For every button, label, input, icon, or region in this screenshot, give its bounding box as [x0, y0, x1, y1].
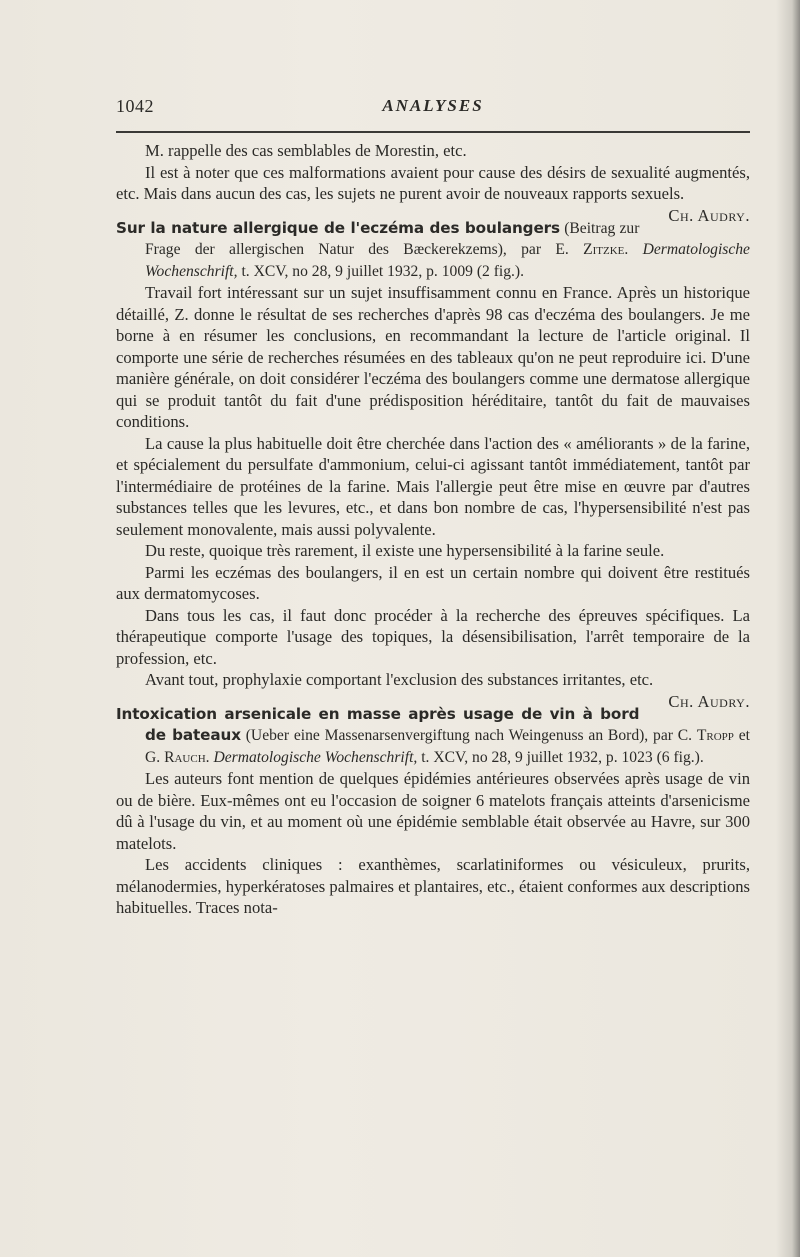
article2-ref-a: (Ueber eine Massenarsenvergiftung nach Weingenuss an Bord), par C. [245, 727, 693, 744]
article2-ref-mid: et G. [145, 727, 750, 766]
intro-paragraph-2 [116, 162, 750, 225]
article2-ref-b: t. XCV, no 28, 9 juillet 1932, p. 1023 (6 fig.). [421, 748, 704, 766]
running-title: ANALYSES [382, 96, 484, 115]
article1-title: Sur la nature allergique de l'eczéma des boulangers [116, 218, 560, 237]
article2-paragraph: Les accidents cliniques : exanthèmes, scarlatiniformes ou vésiculeux, prurits, mélanodermies, hyperkératoses palmaires et plantaires, etc., étaient conformes aux descriptions habituelles. Traces nota- [116, 855, 750, 917]
article1-heading [116, 218, 750, 283]
article1-paragraph: Dans tous les cas, il faut donc procéder à la recherche des épreuves spécifiques. La thérapeutique comporte l'usage des topiques, la désensibilisation, l'arrêt temporaire de la profession, etc. [116, 605, 750, 668]
article1-ref-b: t. XCV, no 28, 9 juillet 1932, p. 1009 (2 fig.). [241, 262, 525, 280]
article2-title: Intoxication arsenicale en masse après usage de vin à bord de bateaux [116, 704, 640, 744]
article1-ref-a: (Beitrag zur Frage der allergischen Natur des Bæckerekzems), par E. [145, 219, 640, 258]
article2-author-2: Rauch. [164, 748, 210, 766]
page-body [116, 140, 750, 919]
article1-journal: Dermatologische Wochenschrift, [145, 241, 750, 280]
article1-paragraph: Travail fort intéressant sur un sujet insuffisamment connu en France. Après un historique détaillé, Z. donne le résultat de ses recherches d'après 98 cas d'eczéma des boulangers. Je me borne à en résumer les conclusions, en recommandant la lecture de l'article original. Il comporte une série de recherches résumées en des tableaux qu'on ne peut reproduire ici. D'une manière générale, on doit considérer l'eczéma des boulangers comme une dermatose allergique qui se produit tantôt du fait d'une prédisposition héréditaire, tantôt du fait de mauvaises conditions. [116, 283, 750, 431]
intro-paragraph-2-text: Il est à noter que ces malformations avaient pour cause des désirs de sexualité augmentés, etc. Mais dans aucun des cas, les sujets ne purent avoir de nouveaux rapports sexuels. [116, 162, 750, 203]
article1-paragraph: La cause la plus habituelle doit être cherchée dans l'action des « améliorants » de la farine, et spécialement du persulfate d'ammonium, celui-ci agissant tantôt immédiatement, tantôt par l'intermédiaire de protéines de la farine. Mais l'allergie peut être mise en œuvre par d'autres substances telles que les levures, etc., et dans bon nombre de cas, l'hypersensibilité n'est pas seulement monovalente, mais aussi polyvalente. [116, 433, 750, 539]
article1-last-paragraph [116, 669, 750, 711]
page-number: 1042 [116, 96, 154, 116]
article2-journal: Dermatologische Wochenschrift, [213, 748, 418, 766]
article2-author-1: Tropp [696, 727, 734, 744]
article1-paragraph: Parmi les eczémas des boulangers, il en est un certain nombre qui doivent être restitués aux dermatomycoses. [116, 562, 750, 603]
article1-last-text: Avant tout, prophylaxie comportant l'exclusion des substances irritantes, etc. [145, 670, 654, 689]
article1-author: Zitzke. [583, 241, 629, 258]
article2-heading [116, 704, 750, 769]
article1-paragraph: Du reste, quoique très rarement, il existe une hypersensibilité à la farine seule. [145, 541, 665, 560]
intro-signature: Ch. Audry. [668, 205, 750, 225]
page-header [116, 96, 750, 126]
intro-paragraph-1: M. rappelle des cas semblables de Morestin, etc. [145, 141, 467, 160]
article2-paragraph: Les auteurs font mention de quelques épidémies antérieures observées après usage de vin ou de bière. Eux-mêmes ont eu l'occasion de soigner 6 matelots français atteints d'arsenicisme dû à l'usage du vin, et au moment où une épidémie semblable était observée au Havre, sur 300 matelots. [116, 769, 750, 853]
article1-signature: Ch. Audry. [668, 691, 750, 711]
header-rule [116, 131, 750, 133]
